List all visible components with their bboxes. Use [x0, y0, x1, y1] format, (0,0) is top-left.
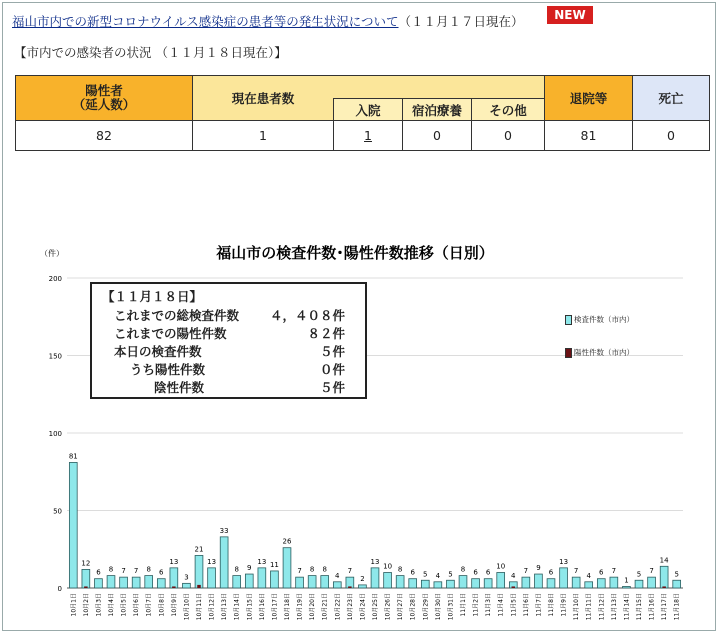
value-current: 1 [193, 121, 334, 151]
bar-positive [348, 586, 352, 588]
x-tick-label: 10月26日 [384, 593, 392, 621]
data-label: 10 [383, 562, 393, 571]
x-tick-label: 10月4日 [108, 593, 115, 617]
bar-tests [245, 574, 253, 588]
bar-tests [522, 577, 530, 588]
x-tick-label: 11月18日 [673, 593, 681, 621]
x-tick-label: 10月12日 [208, 593, 216, 621]
data-label: 1 [624, 576, 629, 585]
header-positive: 陽性者 （延人数） [16, 76, 193, 121]
data-label: 13 [207, 557, 217, 566]
data-label: 13 [370, 557, 380, 566]
bar-tests [472, 579, 480, 588]
data-label: 4 [586, 571, 591, 580]
data-label: 6 [599, 568, 604, 577]
data-label: 6 [96, 568, 101, 577]
x-tick-label: 11月14日 [623, 593, 631, 621]
x-tick-label: 10月2日 [82, 593, 90, 617]
new-badge: NEW [547, 6, 593, 24]
bar-tests [421, 580, 429, 588]
x-tick-label: 10月21日 [321, 593, 329, 621]
summary-label-today-positive: うち陽性件数 [130, 362, 206, 377]
bar-tests [572, 577, 580, 588]
bar-positive [197, 585, 201, 588]
bar-tests [132, 577, 140, 588]
legend-tests-label: 検査件数（市内） [574, 315, 634, 324]
data-label: 81 [68, 452, 78, 461]
bar-positive [512, 586, 516, 588]
x-tick-label: 11月10日 [573, 593, 581, 621]
value-lodging: 0 [403, 121, 472, 151]
bar-tests [648, 577, 656, 588]
bar-tests [183, 583, 191, 588]
x-tick-label: 11月6日 [522, 593, 530, 617]
header-lodging: 宿泊療養 [403, 99, 472, 121]
bar-tests [258, 568, 266, 588]
bar-positive [84, 586, 88, 588]
data-label: 11 [269, 560, 279, 569]
summary-label-today-tests: 本日の検査件数 [114, 344, 202, 359]
x-tick-label: 10月19日 [296, 593, 304, 621]
y-tick-label: 100 [48, 430, 62, 438]
header-deaths: 死亡 [633, 76, 710, 121]
bar-tests [409, 579, 417, 588]
data-label: 5 [636, 570, 642, 579]
data-label: 9 [247, 564, 252, 573]
bar-tests [283, 548, 291, 588]
header-discharged: 退院等 [545, 76, 633, 121]
x-tick-label: 10月11日 [196, 593, 203, 621]
data-label: 7 [347, 567, 353, 576]
y-tick-label: 200 [48, 275, 62, 283]
bar-tests [308, 576, 316, 588]
data-label: 6 [548, 568, 554, 577]
bar-tests [610, 577, 618, 588]
x-tick-label: 11月3日 [485, 593, 493, 617]
x-tick-label: 11月13日 [610, 593, 618, 621]
x-tick-label: 11月11日 [585, 593, 593, 621]
x-tick-label: 10月13日 [221, 593, 229, 621]
x-tick-label: 11月9日 [560, 593, 568, 617]
data-label: 7 [611, 567, 617, 576]
x-tick-label: 11月5日 [510, 593, 518, 617]
data-label: 4 [511, 571, 516, 580]
data-label: 8 [146, 565, 151, 574]
data-label: 4 [435, 571, 441, 580]
header-current: 現在患者数 [193, 76, 334, 121]
data-label: 13 [169, 557, 179, 566]
data-label: 5 [674, 570, 679, 579]
x-tick-label: 10月18日 [284, 593, 291, 621]
data-label: 26 [282, 537, 292, 546]
data-label: 10 [496, 562, 506, 571]
summary-value-total-positive: ８２件 [307, 326, 345, 341]
data-label: 21 [194, 545, 204, 554]
x-tick-label: 10月15日 [246, 593, 254, 621]
summary-title: 【１１月１８日】 [102, 289, 203, 304]
bar-tests [547, 579, 555, 588]
summary-value-today-tests: ５件 [319, 344, 345, 359]
y-axis-unit: （件） [40, 249, 64, 258]
x-tick-label: 11月2日 [472, 593, 480, 617]
data-label: 13 [559, 557, 569, 566]
bar-tests [484, 579, 492, 588]
x-tick-label: 10月31日 [447, 593, 455, 621]
x-tick-label: 10月23日 [346, 593, 354, 621]
bar-tests [459, 576, 467, 588]
x-tick-label: 10月28日 [409, 593, 417, 621]
legend-tests-swatch [565, 315, 572, 325]
bar-tests [447, 580, 455, 588]
bar-tests [585, 582, 593, 588]
y-tick-label: 50 [53, 507, 62, 516]
data-label: 5 [423, 570, 428, 579]
data-label: 6 [159, 568, 164, 577]
x-tick-label: 10月27日 [397, 593, 405, 621]
legend-tests [565, 314, 634, 325]
legend-positive [565, 347, 634, 358]
hospitalized-link[interactable]: 1 [364, 128, 372, 143]
x-tick-label: 10月29日 [422, 593, 430, 621]
x-tick-label: 10月16日 [258, 593, 266, 621]
y-tick-label: 0 [57, 585, 62, 593]
y-tick-label: 150 [48, 352, 62, 361]
x-tick-label: 11月4日 [497, 593, 505, 617]
summary-value-today-positive: ０件 [319, 362, 345, 377]
x-tick-label: 11月16日 [648, 593, 656, 621]
bar-tests [333, 582, 341, 588]
data-label: 7 [121, 567, 126, 576]
bar-tests [69, 462, 77, 588]
x-tick-label: 10月20日 [309, 593, 317, 621]
x-tick-label: 10月14日 [233, 593, 241, 621]
data-label: 7 [649, 567, 654, 576]
x-tick-label: 10月10日 [183, 593, 191, 621]
data-label: 12 [81, 559, 91, 568]
bar-tests [120, 577, 128, 588]
bar-tests [107, 576, 115, 588]
x-tick-label: 10月17日 [271, 593, 279, 621]
value-discharged: 81 [545, 121, 633, 151]
status-subheading: 【市内での感染者の状況 （１１月１８日現在）】 [14, 45, 287, 60]
data-label: 5 [448, 570, 453, 579]
value-deaths: 0 [633, 121, 710, 151]
x-tick-label: 10月30日 [434, 593, 442, 621]
data-label: 8 [460, 565, 466, 574]
x-tick-label: 11月12日 [598, 593, 606, 621]
data-label: 8 [309, 565, 315, 574]
chart-title: 福山市の検査件数･陽性件数推移（日別） [216, 244, 494, 262]
bar-tests [560, 568, 568, 588]
x-tick-label: 10月7日 [145, 593, 153, 617]
x-tick-label: 10月8日 [158, 593, 166, 617]
data-label: 3 [184, 573, 189, 582]
x-tick-label: 11月7日 [535, 593, 543, 617]
bar-tests [635, 580, 643, 588]
x-tick-label: 11月15日 [636, 593, 643, 621]
bar-tests [195, 555, 203, 588]
bar-tests [95, 579, 103, 588]
value-other: 0 [472, 121, 545, 151]
bar-tests [170, 568, 178, 588]
bar-tests [157, 579, 165, 588]
data-label: 4 [335, 571, 340, 580]
x-tick-label: 10月9日 [170, 593, 178, 617]
bar-tests [660, 566, 668, 588]
data-label: 33 [219, 526, 229, 535]
data-label: 13 [257, 557, 267, 566]
data-label: 14 [659, 556, 669, 565]
x-tick-label: 10月6日 [133, 593, 141, 617]
summary-label-total-tests: これまでの総検査件数 [114, 308, 240, 323]
bar-tests [296, 577, 304, 588]
summary-box [90, 282, 367, 399]
data-label: 8 [322, 565, 327, 574]
x-tick-label: 10月3日 [95, 593, 103, 617]
data-label: 6 [485, 568, 491, 577]
bar-tests [220, 537, 228, 588]
bar-tests [597, 579, 605, 588]
bar-tests [359, 585, 367, 588]
bar-tests [82, 569, 90, 588]
bar-tests [535, 574, 543, 588]
bar-tests [434, 582, 442, 588]
legend-positive-swatch [565, 348, 572, 358]
bar-tests [623, 586, 631, 588]
bar-positive [172, 586, 176, 588]
legend-positive-label: 陽性件数（市内） [574, 348, 634, 357]
data-label: 8 [397, 565, 403, 574]
data-label: 2 [360, 574, 365, 583]
x-tick-label: 10月25日 [372, 593, 379, 621]
bar-tests [233, 576, 241, 588]
data-label: 6 [473, 568, 478, 577]
bar-tests [145, 576, 153, 588]
x-tick-label: 11月1日 [460, 593, 467, 617]
bar-tests [321, 576, 329, 588]
summary-label-negative: 陰性件数 [154, 380, 205, 395]
bar-tests [384, 573, 392, 589]
summary-value-total-tests: ４，４０８件 [269, 308, 345, 323]
x-tick-label: 10月24日 [359, 593, 367, 621]
x-tick-label: 10月22日 [334, 593, 342, 621]
x-tick-label: 10月5日 [120, 593, 128, 617]
data-label: 6 [410, 568, 415, 577]
data-label: 7 [297, 567, 302, 576]
report-date-note: （１１月１７日現在） [398, 14, 524, 29]
summary-label-total-positive: これまでの陽性件数 [114, 326, 227, 341]
data-label: 8 [108, 565, 114, 574]
bar-tests [208, 568, 216, 588]
bar-tests [673, 580, 681, 588]
value-positive: 82 [16, 121, 193, 151]
bar-tests [497, 573, 505, 589]
bar-tests [371, 568, 379, 588]
bar-tests [396, 576, 404, 588]
bar-tests [346, 577, 354, 588]
header-hospitalized: 入院 [334, 99, 403, 121]
header-other: その他 [472, 99, 545, 121]
data-label: 7 [573, 567, 579, 576]
bar-tests [271, 571, 279, 588]
data-label: 8 [234, 565, 239, 574]
data-label: 7 [133, 567, 139, 576]
summary-value-negative: ５件 [319, 380, 345, 395]
x-tick-label: 10月1日 [70, 593, 78, 617]
data-label: 7 [523, 567, 529, 576]
report-link[interactable]: 福山市内での新型コロナウイルス感染症の患者等の発生状況について [12, 14, 399, 29]
bar-positive [662, 586, 666, 588]
x-tick-label: 11月17日 [661, 593, 669, 621]
data-label: 9 [536, 564, 541, 573]
x-tick-label: 11月8日 [548, 593, 555, 617]
